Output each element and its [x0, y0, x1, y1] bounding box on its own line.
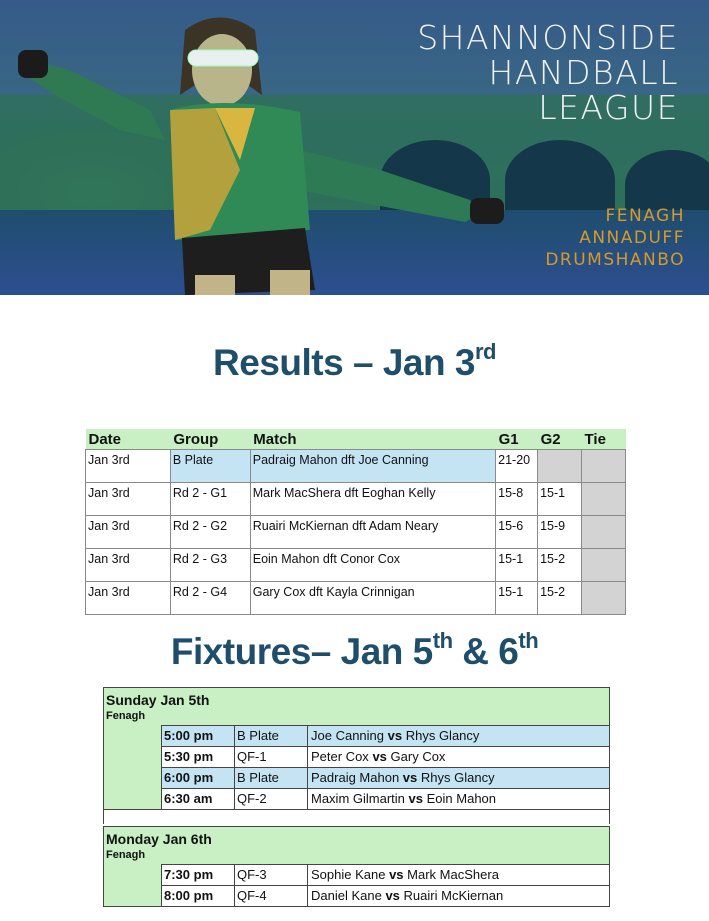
fixture-match [307, 865, 609, 885]
fixture-group: QF-4 [234, 886, 307, 906]
header-match: Match [250, 429, 495, 450]
results-header-row [86, 429, 626, 450]
fixture-away: Mark MacShera [407, 867, 499, 882]
results-heading-sup: rd [474, 339, 496, 364]
fixture-group: QF-1 [234, 747, 307, 767]
cell-match: Ruairi McKiernan dft Adam Neary [250, 516, 495, 549]
cell-g2: 15-9 [538, 516, 582, 549]
fixture-day-title: Monday Jan 6th [106, 831, 212, 847]
town-drumshanbo: DRUMSHANBO [545, 250, 685, 270]
fixture-row [161, 788, 609, 809]
fixture-group: B Plate [234, 726, 307, 746]
header-banner [0, 0, 709, 295]
results-heading-text: Results – Jan 3 [213, 342, 475, 383]
fixture-home: Joe Canning [311, 728, 384, 743]
header-g1: G1 [496, 429, 538, 450]
fixture-match [307, 726, 609, 746]
fixture-home: Daniel Kane [311, 888, 382, 903]
results-heading [0, 339, 709, 384]
fixtures-heading-sup-a: th [432, 628, 453, 653]
league-title-line-1: SHANNONSIDE [417, 18, 679, 57]
header-g2: G2 [538, 429, 582, 450]
cell-g1: 15-1 [496, 582, 538, 615]
fixture-time: 5:00 pm [161, 726, 234, 746]
fixture-day-title: Sunday Jan 5th [106, 692, 210, 708]
fixture-home: Padraig Mahon [311, 770, 400, 785]
fixture-day-sunday [103, 687, 610, 810]
fixture-home: Maxim Gilmartin [311, 791, 405, 806]
fixtures-heading-sup-b: th [518, 628, 539, 653]
fixture-group: QF-3 [234, 865, 307, 885]
fixture-home: Sophie Kane [311, 867, 386, 882]
cell-group: Rd 2 - G3 [170, 549, 250, 582]
fixture-vs: vs [387, 728, 403, 743]
fixtures-heading-a: Fixtures– Jan 5 [170, 631, 433, 672]
cell-match: Eoin Mahon dft Conor Cox [250, 549, 495, 582]
header-tie: Tie [582, 429, 626, 450]
cell-tie [582, 450, 626, 483]
fixture-rows [161, 725, 609, 809]
town-annaduff: ANNADUFF [579, 228, 685, 248]
fixture-time: 7:30 pm [161, 865, 234, 885]
table-row [86, 516, 626, 549]
fixture-row [161, 864, 609, 885]
town-list [545, 205, 685, 271]
table-row [86, 483, 626, 516]
fixtures-heading [0, 628, 709, 673]
cell-g2: 15-2 [538, 549, 582, 582]
fixture-rows [161, 864, 609, 906]
fixture-away: Gary Cox [390, 749, 446, 764]
cell-g2: 15-1 [538, 483, 582, 516]
fixture-vs: vs [372, 749, 387, 764]
cell-date: Jan 3rd [86, 582, 171, 615]
fixture-away: Eoin Mahon [426, 791, 497, 806]
fixture-row [161, 725, 609, 746]
fixture-vs: vs [402, 770, 418, 785]
cell-match: Gary Cox dft Kayla Crinnigan [250, 582, 495, 615]
league-title [417, 20, 679, 125]
cell-date: Jan 3rd [86, 483, 171, 516]
fixture-group: QF-2 [234, 789, 307, 809]
cell-date: Jan 3rd [86, 516, 171, 549]
cell-tie [582, 582, 626, 615]
cell-match: Mark MacShera dft Eoghan Kelly [250, 483, 495, 516]
cell-g1: 15-8 [496, 483, 538, 516]
cell-match: Padraig Mahon dft Joe Canning [250, 450, 495, 483]
cell-g2: 15-2 [538, 582, 582, 615]
fixture-vs: vs [408, 791, 423, 806]
fixture-match [307, 886, 609, 906]
fixture-venue: Fenagh [106, 710, 146, 722]
fixture-row [161, 746, 609, 767]
cell-date: Jan 3rd [86, 549, 171, 582]
fixture-venue: Fenagh [106, 849, 146, 861]
town-fenagh: FENAGH [605, 206, 685, 226]
cell-tie [582, 483, 626, 516]
fixture-away: Ruairi McKiernan [403, 888, 504, 903]
fixture-away: Rhys Glancy [420, 770, 495, 785]
fixture-time: 6:00 pm [161, 768, 234, 788]
fixture-row [161, 767, 609, 788]
cell-group: B Plate [170, 450, 250, 483]
cell-g1: 15-6 [496, 516, 538, 549]
cell-g1: 21-20 [496, 450, 538, 483]
fixture-match [307, 789, 609, 809]
fixtures-heading-b: & 6 [452, 631, 519, 672]
cell-g1: 15-1 [496, 549, 538, 582]
cell-group: Rd 2 - G1 [170, 483, 250, 516]
table-row [86, 582, 626, 615]
fixture-time: 5:30 pm [161, 747, 234, 767]
league-title-line-3: LEAGUE [538, 88, 679, 127]
cell-group: Rd 2 - G4 [170, 582, 250, 615]
table-row [86, 549, 626, 582]
fixture-vs: vs [389, 867, 404, 882]
fixture-match [307, 747, 609, 767]
fixture-home: Peter Cox [311, 749, 369, 764]
cell-tie [582, 516, 626, 549]
league-title-line-2: HANDBALL [488, 53, 679, 92]
fixture-row [161, 885, 609, 906]
cell-tie [582, 549, 626, 582]
cell-date: Jan 3rd [86, 450, 171, 483]
cell-group: Rd 2 - G2 [170, 516, 250, 549]
table-row [86, 450, 626, 483]
header-group: Group [170, 429, 250, 450]
header-date: Date [86, 429, 171, 450]
results-table [85, 429, 626, 615]
fixture-spacer [103, 810, 610, 824]
fixture-away: Rhys Glancy [405, 728, 480, 743]
fixture-vs: vs [385, 888, 400, 903]
fixture-match [307, 768, 609, 788]
fixture-group: B Plate [234, 768, 307, 788]
fixture-time: 6:30 am [161, 789, 234, 809]
cell-g2 [538, 450, 582, 483]
fixture-day-monday [103, 826, 610, 907]
fixture-time: 8:00 pm [161, 886, 234, 906]
